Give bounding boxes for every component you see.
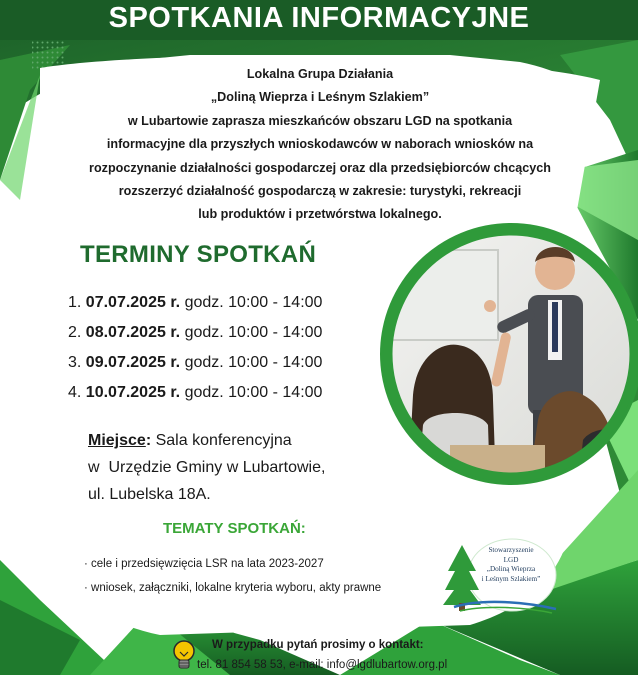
- logo-line: LGD: [503, 555, 519, 564]
- date-item: [68, 292, 322, 322]
- venue-block: [88, 427, 325, 508]
- date-number: 1.: [68, 294, 82, 311]
- intro-line: rozszerzyć działalność gospodarczą w zakresie: turystyki, rekreacji: [118, 184, 522, 199]
- contact-info[interactable]: tel. 81 854 58 53, e-mail: info@lgdlubartow.org.pl: [197, 659, 448, 671]
- logo-line: Stowarzyszenie: [488, 546, 534, 554]
- tematy-heading: TEMATY SPOTKAŃ:: [163, 520, 306, 537]
- terminy-heading: TERMINY SPOTKAŃ: [80, 241, 317, 268]
- contact-heading: W przypadku pytań prosimy o kontakt:: [212, 639, 424, 651]
- lightbulb-icon: [172, 640, 196, 672]
- intro-line: informacyjne dla przyszłych wnioskodawców w naborach wniosków na: [106, 137, 534, 152]
- date-item: [68, 352, 322, 382]
- date-value: 09.07.2025 r.: [85, 354, 181, 371]
- intro-line: lub produktów i przetwórstwa lokalnego.: [198, 207, 442, 222]
- date-item: [68, 322, 322, 352]
- date-value: 08.07.2025 r.: [85, 324, 181, 341]
- topic-item: · cele i przedsięwzięcia LSR na lata 2023-2027: [84, 558, 324, 570]
- venue-colon: :: [145, 432, 156, 449]
- intro-text: [60, 63, 580, 227]
- venue-line: w Urzędzie Gminy w Lubartowie,: [88, 459, 326, 476]
- date-value: 10.07.2025 r.: [85, 384, 181, 401]
- date-item: [68, 382, 322, 412]
- date-number: 2.: [68, 324, 82, 341]
- date-number: 3.: [68, 354, 82, 371]
- date-value: 07.07.2025 r.: [85, 294, 181, 311]
- poster-title: SPOTKANIA INFORMACYJNE: [108, 2, 530, 34]
- venue-place: Sala konferencyjna: [155, 432, 292, 449]
- date-time: godz. 10:00 - 14:00: [184, 294, 323, 311]
- date-time: godz. 10:00 - 14:00: [184, 324, 323, 341]
- intro-line: rozpoczynanie działalności gospodarczej oraz dla przedsiębiorców chcących: [89, 160, 551, 175]
- date-time: godz. 10:00 - 14:00: [184, 384, 323, 401]
- date-time: godz. 10:00 - 14:00: [184, 354, 323, 371]
- intro-line: Lokalna Grupa Działania: [246, 67, 394, 81]
- date-number: 4.: [68, 384, 82, 401]
- intro-line: „Doliną Wieprza i Leśnym Szlakiem”: [210, 90, 430, 105]
- venue-label: Miejsce: [88, 432, 146, 449]
- venue-line: ul. Lubelska 18A.: [88, 486, 211, 503]
- dates-list: [68, 292, 322, 412]
- intro-line: w Lubartowie zaprasza mieszkańców obszaru LGD na spotkania: [127, 113, 513, 128]
- topics-list: [84, 552, 381, 600]
- logo-line: „Doliną Wieprza: [486, 565, 536, 573]
- venue-line: [88, 427, 325, 454]
- topic-item: · wniosek, załączniki, lokalne kryteria wyboru, akty prawne: [84, 582, 382, 594]
- logo-text: [472, 546, 550, 584]
- meeting-photo: [378, 220, 638, 488]
- logo-line: i Leśnym Szlakiem”: [481, 574, 541, 583]
